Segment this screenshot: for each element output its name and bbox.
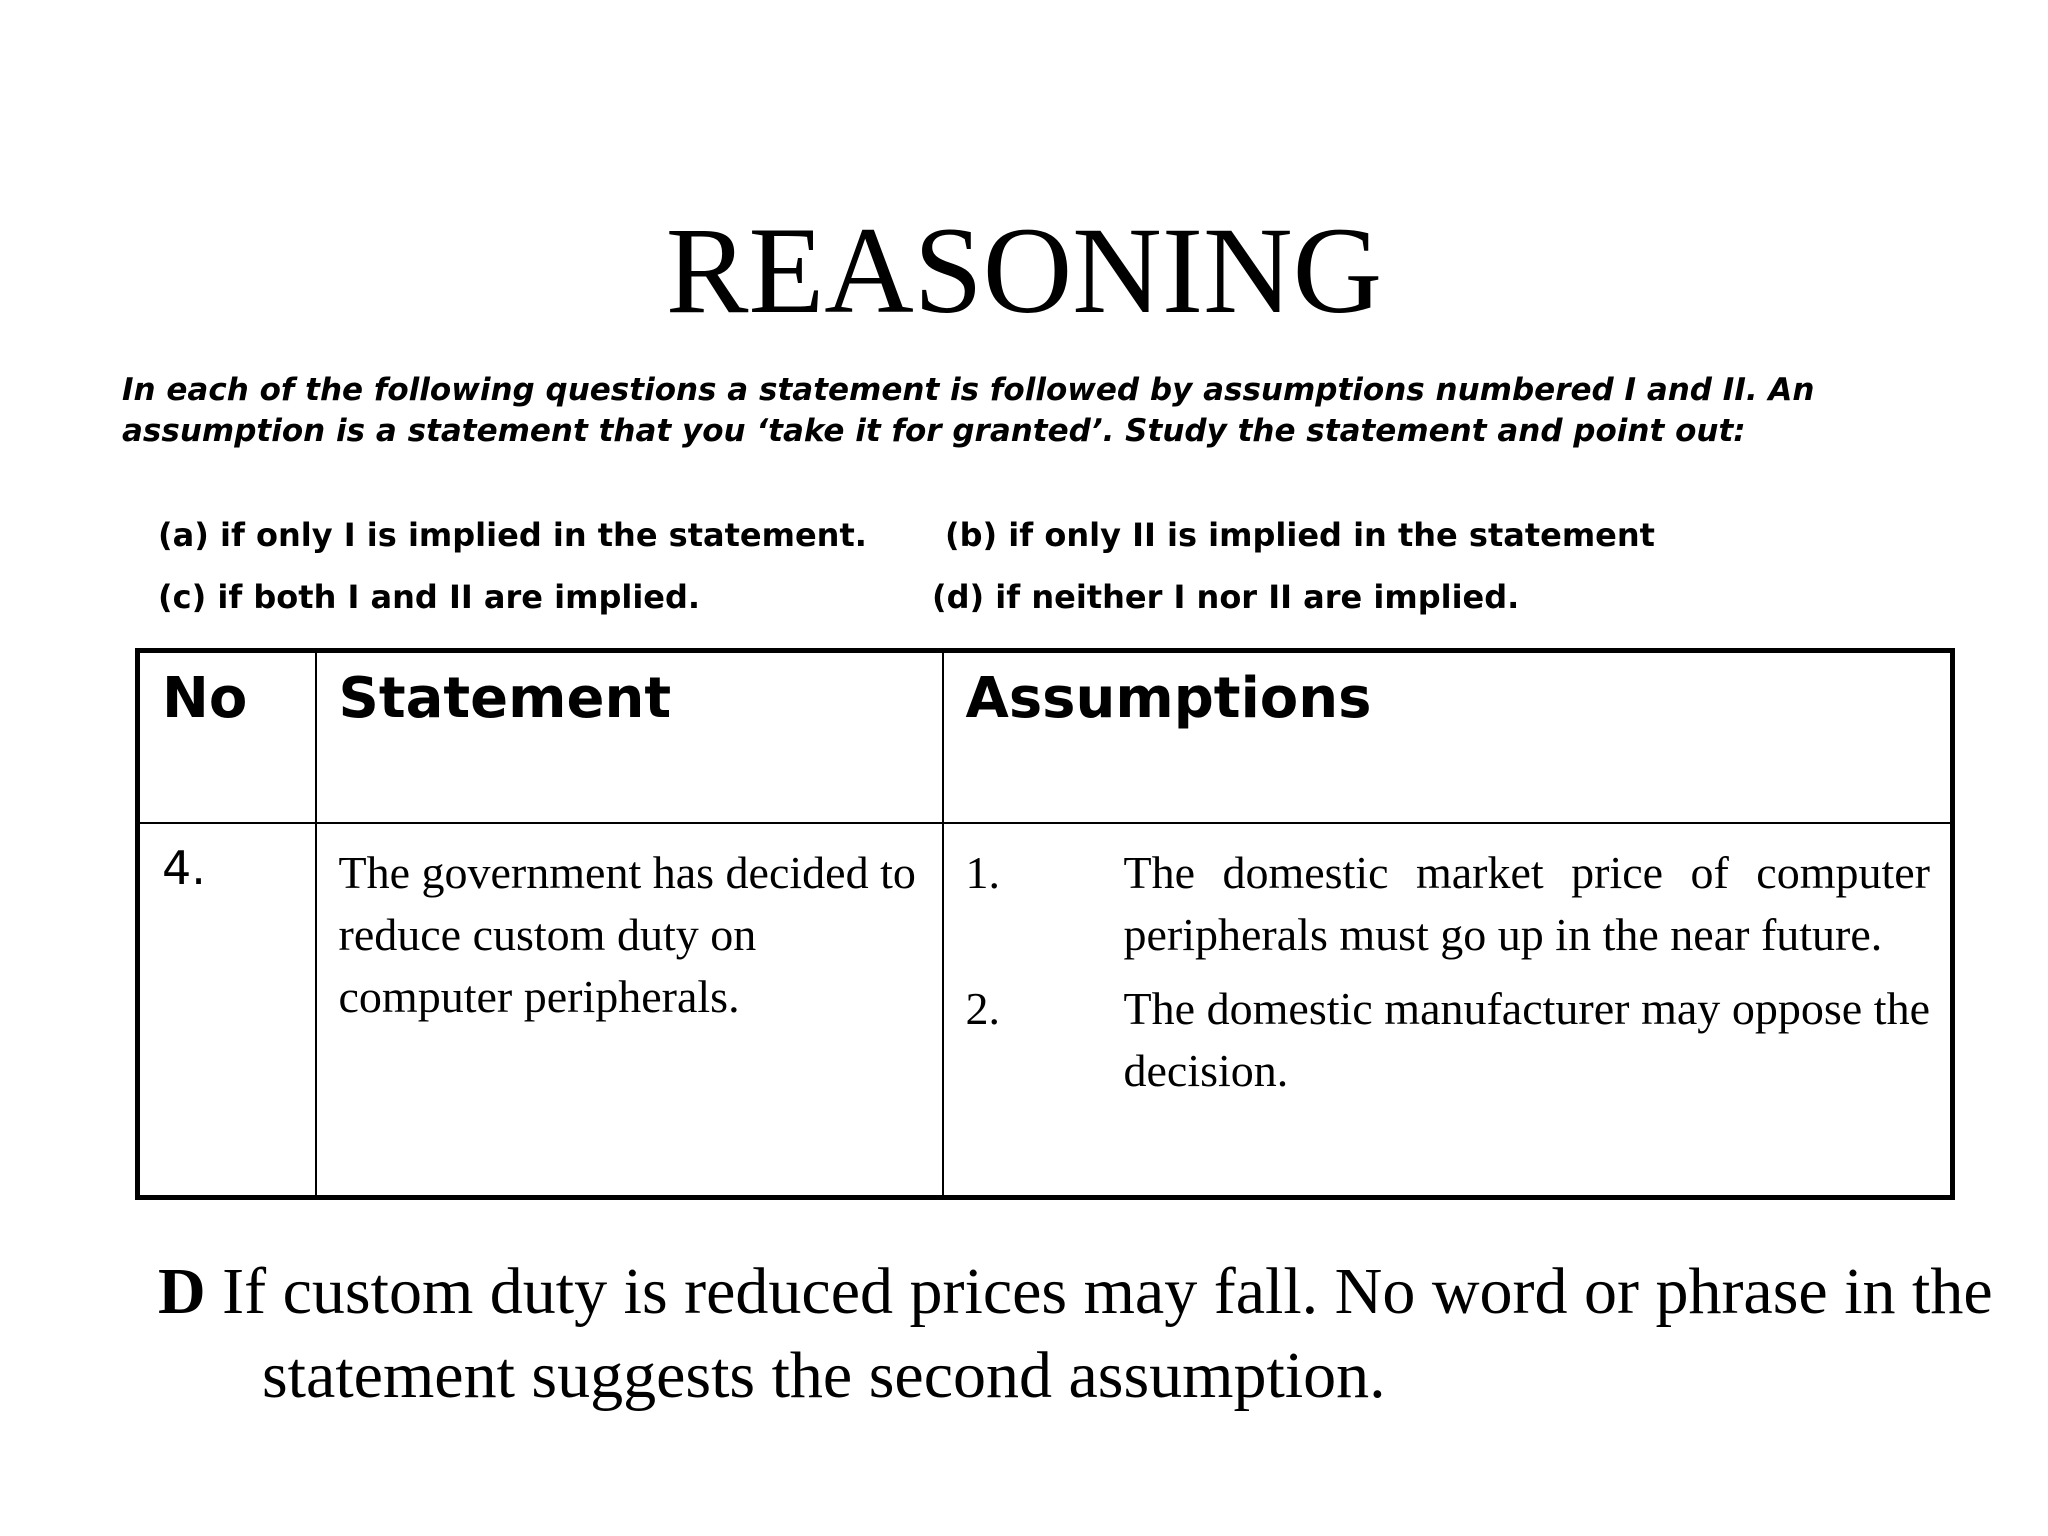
statement-text: The government has decided to reduce custom duty on computer peripherals. [316, 823, 943, 1198]
header-assumptions: Assumptions [943, 651, 1953, 823]
assumption-text: The domestic market price of computer peripherals must go up in the near future. [1123, 846, 1930, 960]
option-a: (a) if only I is implied in the statement. [158, 516, 867, 554]
slide-title: REASONING [665, 202, 1383, 339]
instructions-text: In each of the following questions a statement is followed by assumptions numbered I and II. An assumption is a statement that you ‘take it for granted’. Study the statement and point out: [122, 372, 1815, 449]
assumption-item-2 [966, 978, 1931, 1102]
table-row [138, 823, 1953, 1198]
option-d: (d) if neither I nor II are implied. [932, 578, 1520, 616]
assumption-text: The domestic manufacturer may oppose the decision. [1123, 982, 1930, 1096]
answer-explanation [158, 1250, 2048, 1418]
assumption-number: 2. [965, 982, 1000, 1034]
assumptions-cell [943, 823, 1953, 1198]
assumption-item-1 [966, 842, 1931, 966]
answer-label: D [158, 1255, 206, 1328]
table-header-row [138, 651, 1953, 823]
answer-text: If custom duty is reduced prices may fall. No word or phrase in the statement suggests the second assumption. [205, 1255, 1993, 1412]
assumption-number: 1. [965, 846, 1000, 898]
option-c: (c) if both I and II are implied. [158, 578, 701, 616]
question-table [135, 648, 1955, 1200]
question-number: 4. [138, 823, 316, 1198]
header-statement: Statement [316, 651, 943, 823]
option-b: (b) if only II is implied in the statement [945, 516, 1655, 554]
header-no: No [138, 651, 316, 823]
